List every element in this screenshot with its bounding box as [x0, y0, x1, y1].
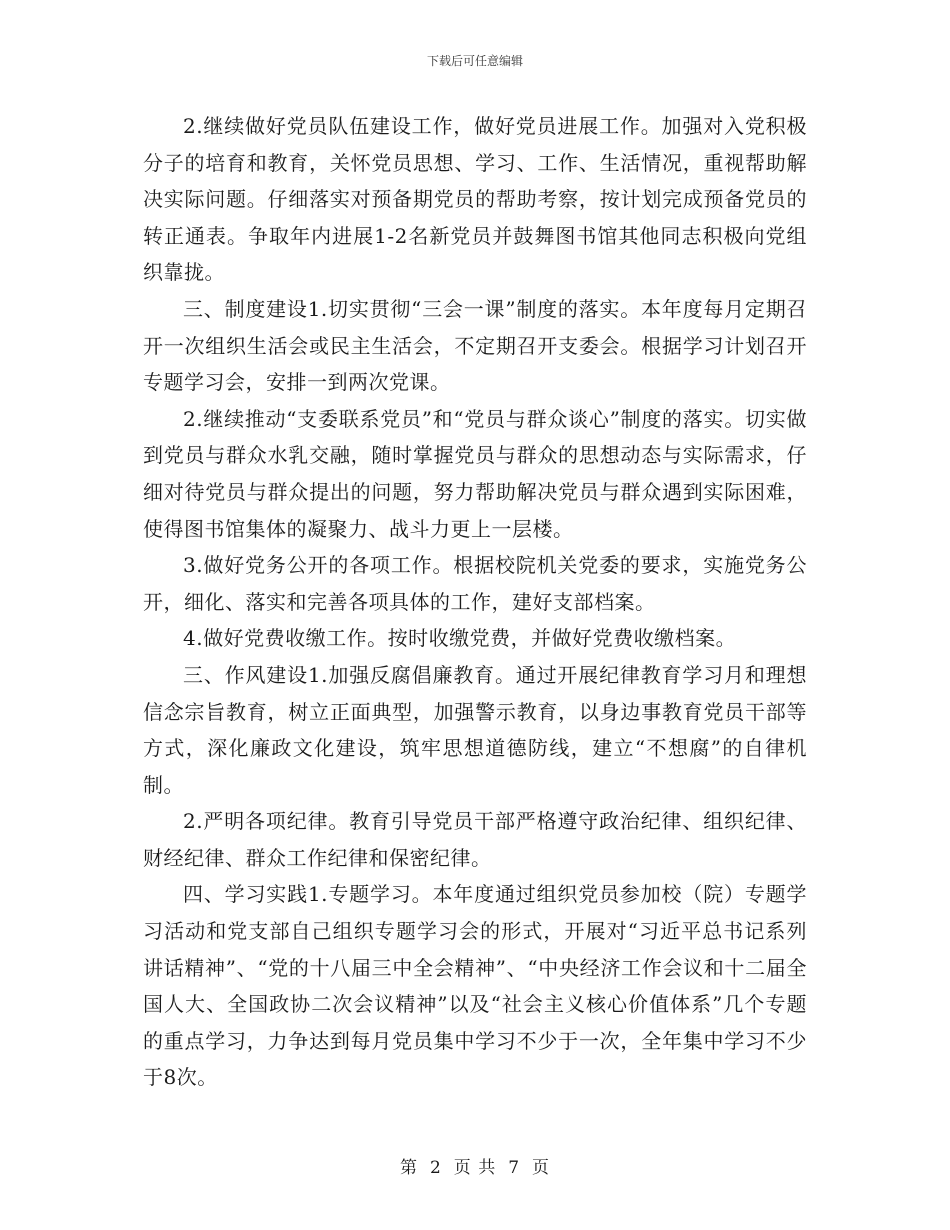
paragraph-party-team-building: 2.继续做好党员队伍建设工作，做好党员进展工作。加强对入党积极分子的培育和教育，关怀党员思想、学习、工作、生活情况，重视帮助解决实际问题。仔细落实对预备期党员的帮助考察，按计划完成预备党员的转正通表。争取年内进展1-2名新党员并鼓舞图书馆其他同志积极向党组织靠拢。	[143, 114, 807, 285]
footer-middle: 页 共	[453, 1158, 497, 1178]
paragraph-style-building: 三、作风建设1.加强反腐倡廉教育。通过开展纪律教育学习月和理想信念宗旨教育，树立正面典型，加强警示教育，以身边事教育党员干部等方式，深化廉政文化建设，筑牢思想道德防线，建立“不想腐”的自律机制。	[143, 662, 807, 797]
paragraph-party-dues: 4.做好党费收缴工作。按时收缴党费，并做好党费收缴档案。	[183, 626, 737, 651]
page-number-footer	[0, 1153, 950, 1178]
footer-total-pages: 7	[508, 1158, 521, 1178]
paragraph-study-practice: 四、学习实践1.专题学习。本年度通过组织党员参加校（院）专题学习活动和党支部自己组织专题学习会的形式，开展对“习近平总书记系列讲话精神”、“党的十八届三中全会精神”、“中央经济工作会议和十二届全国人大、全国政协二次会议精神”以及“社会主义核心价值体系”几个专题的重点学习，力争达到每月党员集中学习不少于一次，全年集中学习不少于8次。	[143, 882, 807, 1090]
page-header-note: 下载后可任意编辑	[426, 54, 523, 68]
paragraph-system-building: 三、制度建设1.切实贯彻“三会一课”制度的落实。本年度每月定期召开一次组织生活会或民主生活会，不定期召开支委会。根据学习计划召开专题学习会，安排一到两次党课。	[143, 296, 807, 395]
footer-suffix: 页	[532, 1158, 551, 1178]
document-body	[143, 108, 807, 1096]
paragraph-party-affairs-public: 3.做好党务公开的各项工作。根据校院机关党委的要求，实施党务公开，细化、落实和完善各项具体的工作，建好支部档案。	[143, 553, 807, 614]
footer-current-page: 2	[429, 1158, 442, 1178]
footer-prefix: 第	[399, 1158, 418, 1178]
paragraph-committee-contact: 2.继续推动“支委联系党员”和“党员与群众谈心”制度的落实。切实做到党员与群众水乳交融，随时掌握党员与群众的思想动态与实际需求，仔细对待党员与群众提出的问题，努力帮助解决党员与群众遇到实际困难，使得图书馆集体的凝聚力、战斗力更上一层楼。	[143, 406, 807, 541]
paragraph-discipline: 2.严明各项纪律。教育引导党员干部严格遵守政治纪律、组织纪律、财经纪律、群众工作纪律和保密纪律。	[143, 809, 807, 870]
